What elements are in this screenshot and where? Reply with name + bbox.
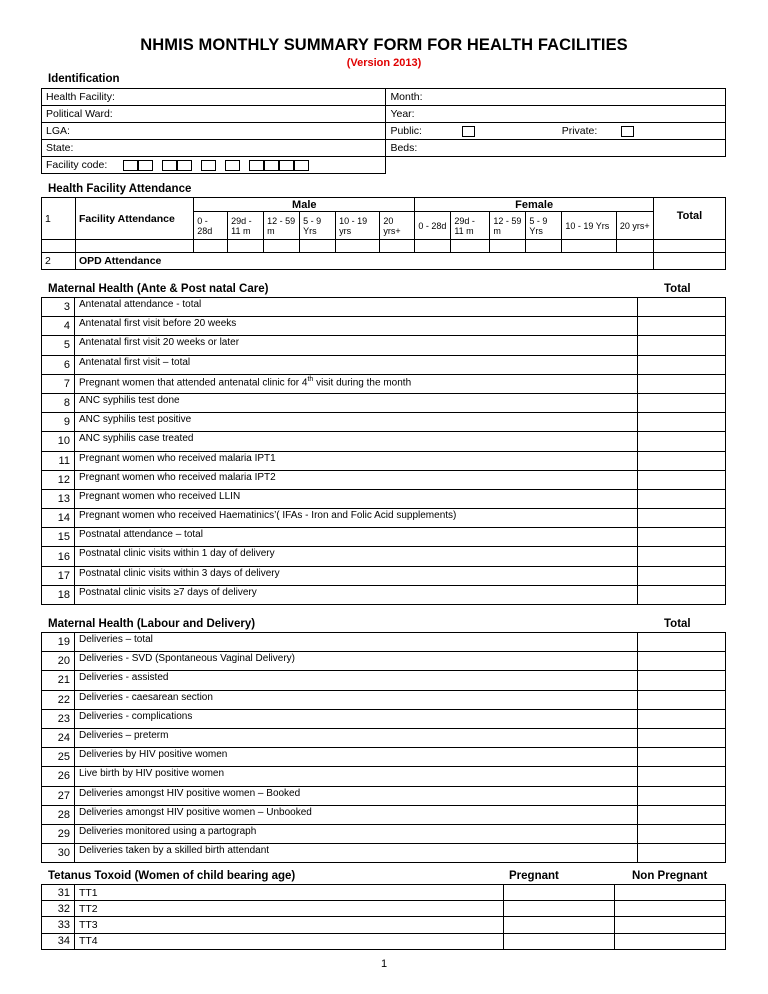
page-number: 1: [380, 958, 388, 970]
row-number: 32: [42, 901, 75, 917]
age-group-header: 0 - 28d: [415, 212, 451, 240]
row-number: 15: [42, 528, 75, 547]
attendance-table: [41, 197, 726, 270]
indicator-label: Postnatal clinic visits within 3 days of delivery: [74, 566, 637, 585]
age-group-header: 0 - 28d: [194, 212, 228, 240]
value-cell[interactable]: [504, 901, 615, 917]
row-number: 25: [42, 748, 75, 767]
table-row: [42, 805, 726, 824]
indicator-label: ANC syphilis test done: [74, 393, 637, 412]
table-row: [42, 298, 726, 317]
attendance-heading: Health Facility Attendance: [48, 183, 192, 195]
code-box[interactable]: [138, 160, 153, 171]
row-number: 33: [42, 917, 75, 933]
indicator-label: Pregnant women who received malaria IPT2: [74, 470, 637, 489]
public-checkbox-cell: [458, 123, 556, 140]
value-cell[interactable]: [638, 470, 726, 489]
anc-total-header: Total: [664, 283, 691, 295]
data-cell[interactable]: [415, 240, 451, 253]
data-cell[interactable]: [562, 240, 617, 253]
value-cell[interactable]: [638, 317, 726, 336]
table-row: [42, 470, 726, 489]
form-version: (Version 2013): [346, 57, 422, 69]
indicator-label: Postnatal attendance – total: [74, 528, 637, 547]
row-number: 28: [42, 805, 75, 824]
value-cell[interactable]: [638, 690, 726, 709]
indicator-label: Deliveries - assisted: [74, 671, 637, 690]
data-cell[interactable]: [526, 240, 562, 253]
row-number: 34: [42, 933, 75, 949]
row-number: 20: [42, 652, 75, 671]
row-number: 22: [42, 690, 75, 709]
table-row: [42, 585, 726, 604]
table-row: [42, 374, 726, 393]
table-row: [42, 728, 726, 747]
code-box[interactable]: [201, 160, 216, 171]
public-checkbox[interactable]: [462, 126, 475, 137]
delivery-heading: Maternal Health (Labour and Delivery): [48, 618, 256, 630]
non-pregnant-header: Non Pregnant: [632, 870, 708, 882]
age-group-header: 20 yrs+: [616, 212, 653, 240]
row-number: 29: [42, 824, 75, 843]
data-cell[interactable]: [300, 240, 336, 253]
age-group-header: 5 - 9 Yrs: [300, 212, 336, 240]
data-cell[interactable]: [380, 240, 415, 253]
opd-total-cell[interactable]: [653, 253, 725, 270]
data-cell[interactable]: [264, 240, 300, 253]
indicator-label: Deliveries amongst HIV positive women – Booked: [74, 786, 637, 805]
value-cell[interactable]: [504, 917, 615, 933]
identification-heading: Identification: [48, 73, 120, 85]
pregnant-header: Pregnant: [509, 870, 559, 882]
state-field[interactable]: State:: [42, 140, 386, 157]
value-cell[interactable]: [638, 336, 726, 355]
table-row: [42, 432, 726, 451]
table-row: [42, 633, 726, 652]
table-row: [42, 709, 726, 728]
value-cell[interactable]: [638, 652, 726, 671]
row-number: 19: [42, 633, 75, 652]
value-cell[interactable]: [638, 393, 726, 412]
male-header: Male: [194, 198, 415, 212]
row-number: 16: [42, 547, 75, 566]
row-number: 26: [42, 767, 75, 786]
row-number: 24: [42, 728, 75, 747]
value-cell[interactable]: [638, 786, 726, 805]
table-row: [42, 355, 726, 374]
table-row: [42, 652, 726, 671]
value-cell[interactable]: [638, 844, 726, 863]
indicator-label: Pregnant women who received malaria IPT1: [74, 451, 637, 470]
row-number: 27: [42, 786, 75, 805]
data-cell[interactable]: [653, 240, 725, 253]
row-number: 14: [42, 509, 75, 528]
table-row: [42, 917, 726, 933]
value-cell[interactable]: [638, 709, 726, 728]
row-number: 30: [42, 844, 75, 863]
indicator-label: Deliveries taken by a skilled birth attendant: [74, 844, 637, 863]
indicator-label: Deliveries – total: [74, 633, 637, 652]
indicator-label: Deliveries – preterm: [74, 728, 637, 747]
age-group-header: 5 - 9 Yrs: [526, 212, 562, 240]
indicator-label: TT3: [74, 917, 503, 933]
data-cell[interactable]: [451, 240, 490, 253]
table-row: [42, 824, 726, 843]
row-number: 18: [42, 585, 75, 604]
value-cell[interactable]: [615, 933, 726, 949]
female-header: Female: [415, 198, 654, 212]
table-row: [42, 317, 726, 336]
indicator-label: Deliveries amongst HIV positive women – Unbooked: [74, 805, 637, 824]
indicator-label: Antenatal first visit before 20 weeks: [74, 317, 637, 336]
anc-heading: Maternal Health (Ante & Post natal Care): [48, 283, 269, 295]
table-row: [42, 393, 726, 412]
tetanus-heading: Tetanus Toxoid (Women of child bearing age): [48, 870, 296, 882]
data-cell[interactable]: [490, 240, 526, 253]
indicator-label: Antenatal first visit – total: [74, 355, 637, 374]
row-number: 9: [42, 413, 75, 432]
age-group-header: 10 - 19 yrs: [336, 212, 380, 240]
public-label: Public:: [386, 123, 458, 140]
row-number: 13: [42, 489, 75, 508]
private-checkbox[interactable]: [621, 126, 634, 137]
indicator-label: Antenatal first visit 20 weeks or later: [74, 336, 637, 355]
table-row: [42, 671, 726, 690]
value-cell[interactable]: [638, 585, 726, 604]
age-group-header: 12 - 59 m: [490, 212, 526, 240]
row-number: 7: [42, 374, 75, 393]
month-field[interactable]: Month:: [386, 89, 726, 106]
year-field[interactable]: Year:: [386, 106, 726, 123]
code-box[interactable]: [249, 160, 264, 171]
value-cell[interactable]: [638, 298, 726, 317]
value-cell[interactable]: [638, 413, 726, 432]
code-box[interactable]: [294, 160, 309, 171]
anc-table: [41, 297, 726, 605]
table-row: [42, 885, 726, 901]
code-box[interactable]: [123, 160, 138, 171]
row-number: 21: [42, 671, 75, 690]
indicator-label: Deliveries - complications: [74, 709, 637, 728]
value-cell[interactable]: [638, 748, 726, 767]
code-box[interactable]: [162, 160, 177, 171]
row-number: 10: [42, 432, 75, 451]
value-cell[interactable]: [638, 528, 726, 547]
data-cell[interactable]: [228, 240, 264, 253]
opd-attendance-label: OPD Attendance: [75, 253, 653, 270]
indicator-label: Deliveries - caesarean section: [74, 690, 637, 709]
value-cell[interactable]: [638, 824, 726, 843]
value-cell[interactable]: [638, 509, 726, 528]
code-box[interactable]: [225, 160, 240, 171]
row-number: 11: [42, 451, 75, 470]
row-number: 17: [42, 566, 75, 585]
row-number: 1: [42, 198, 76, 240]
code-box[interactable]: [264, 160, 279, 171]
data-cell[interactable]: [616, 240, 653, 253]
indicator-label: ANC syphilis test positive: [74, 413, 637, 432]
value-cell[interactable]: [615, 885, 726, 901]
value-cell[interactable]: [504, 933, 615, 949]
row-number: 2: [42, 253, 76, 270]
value-cell[interactable]: [504, 885, 615, 901]
indicator-label: TT4: [74, 933, 503, 949]
value-cell[interactable]: [638, 767, 726, 786]
row-number: 12: [42, 470, 75, 489]
health-facility-field[interactable]: Health Facility:: [42, 89, 386, 106]
indicator-label: Antenatal attendance - total: [74, 298, 637, 317]
indicator-label: Deliveries by HIV positive women: [74, 748, 637, 767]
row-number: 8: [42, 393, 75, 412]
row-number: 23: [42, 709, 75, 728]
indicator-label: Pregnant women that attended antenatal clinic for 4th visit during the month: [74, 374, 637, 393]
table-row: [42, 748, 726, 767]
table-row: [42, 528, 726, 547]
value-cell[interactable]: [638, 374, 726, 393]
indicator-label: Postnatal clinic visits within 1 day of delivery: [74, 547, 637, 566]
table-row: [42, 933, 726, 949]
value-cell[interactable]: [615, 901, 726, 917]
facility-attendance-label: Facility Attendance: [75, 198, 193, 240]
identification-table: [41, 88, 726, 174]
indicator-label: Deliveries - SVD (Spontaneous Vaginal Delivery): [74, 652, 637, 671]
row-number: 5: [42, 336, 75, 355]
value-cell[interactable]: [638, 805, 726, 824]
value-cell[interactable]: [638, 489, 726, 508]
row-number: 3: [42, 298, 75, 317]
indicator-label: TT1: [74, 885, 503, 901]
value-cell[interactable]: [638, 566, 726, 585]
delivery-table: [41, 632, 726, 863]
table-row: [42, 844, 726, 863]
facility-code-field: Facility code:: [42, 157, 386, 174]
indicator-label: Pregnant women who received Haematinics’( IFAs - Iron and Folic Acid supplements): [74, 509, 637, 528]
value-cell[interactable]: [615, 917, 726, 933]
table-row: [42, 690, 726, 709]
political-ward-field[interactable]: Political Ward:: [42, 106, 386, 123]
value-cell[interactable]: [638, 432, 726, 451]
data-cell[interactable]: [194, 240, 228, 253]
table-row: [42, 336, 726, 355]
table-row: [42, 413, 726, 432]
indicator-label: Pregnant women who received LLIN: [74, 489, 637, 508]
value-cell[interactable]: [638, 355, 726, 374]
value-cell[interactable]: [638, 451, 726, 470]
age-group-header: 29d - 11 m: [228, 212, 264, 240]
age-group-header: 20 yrs+: [380, 212, 415, 240]
delivery-total-header: Total: [664, 618, 691, 630]
indicator-label: TT2: [74, 901, 503, 917]
table-row: [42, 451, 726, 470]
table-row: [42, 566, 726, 585]
total-header: Total: [653, 198, 725, 240]
beds-field[interactable]: Beds:: [386, 140, 726, 157]
value-cell[interactable]: [638, 547, 726, 566]
table-row: [42, 489, 726, 508]
table-row: [42, 767, 726, 786]
indicator-label: Postnatal clinic visits ≥7 days of delivery: [74, 585, 637, 604]
code-box[interactable]: [177, 160, 192, 171]
table-row: [42, 786, 726, 805]
table-row: [42, 901, 726, 917]
private-field: Private:: [556, 123, 726, 140]
age-group-header: 29d - 11 m: [451, 212, 490, 240]
indicator-label: Deliveries monitored using a partograph: [74, 824, 637, 843]
lga-field[interactable]: LGA:: [42, 123, 386, 140]
value-cell[interactable]: [638, 633, 726, 652]
table-row: [42, 547, 726, 566]
data-cell[interactable]: [336, 240, 380, 253]
age-group-header: 12 - 59 m: [264, 212, 300, 240]
age-group-header: 10 - 19 Yrs: [562, 212, 617, 240]
page-title: NHMIS MONTHLY SUMMARY FORM FOR HEALTH FACILITIES: [140, 36, 628, 54]
row-number: 31: [42, 885, 75, 901]
row-number: 6: [42, 355, 75, 374]
code-box[interactable]: [279, 160, 294, 171]
value-cell[interactable]: [638, 728, 726, 747]
indicator-label: ANC syphilis case treated: [74, 432, 637, 451]
value-cell[interactable]: [638, 671, 726, 690]
row-number: 4: [42, 317, 75, 336]
tetanus-table: [41, 884, 726, 950]
table-row: [42, 509, 726, 528]
indicator-label: Live birth by HIV positive women: [74, 767, 637, 786]
